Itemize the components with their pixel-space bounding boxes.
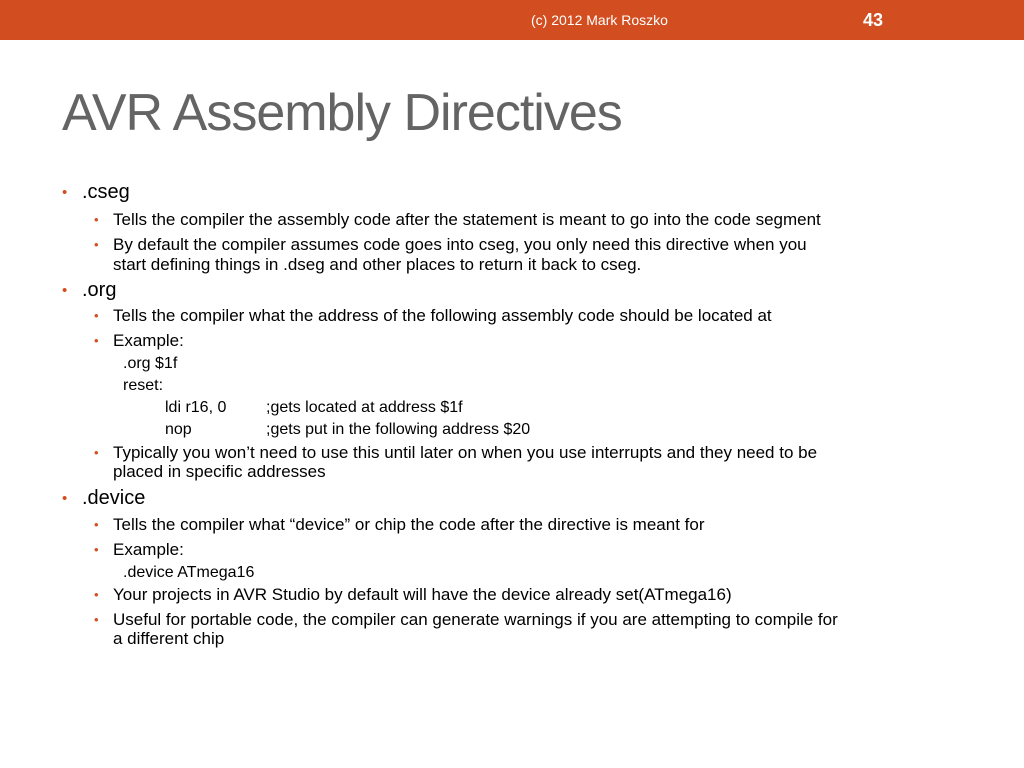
code-line: .org $1f [123,355,178,372]
sub-bullet [94,306,772,326]
bullet-dot-icon: • [94,237,99,252]
sub-bullet [94,610,838,630]
header-bar [0,0,1024,40]
bullet-text: .device [82,487,146,509]
sub-bullet-text: Useful for portable code, the compiler can generate warnings if you are attempting to compile for [113,610,838,629]
sub-bullet [94,235,807,255]
code-instruction: nop [165,421,192,438]
bullet-dot-icon: • [94,542,99,557]
code-comment: ;gets put in the following address $20 [266,421,531,438]
bullet-cseg [62,181,130,204]
sub-bullet-continuation [113,255,641,275]
bullet-dot-icon: • [94,212,99,227]
sub-bullet-continuation [113,462,326,482]
bullet-dot-icon: • [94,308,99,323]
sub-bullet-text: Example: [113,540,184,559]
code-line: .device ATmega16 [123,564,255,581]
copyright-text: (c) 2012 Mark Roszko [531,12,668,28]
sub-bullet [94,585,732,605]
sub-bullet-text: Your projects in AVR Studio by default will have the device already set(ATmega16) [113,585,732,604]
bullet-dot-icon: • [62,490,68,507]
sub-bullet [94,210,821,230]
sub-bullet [94,331,184,351]
code-line: reset: [123,377,164,394]
bullet-dot-icon: • [94,587,99,602]
page-number: 43 [863,10,884,30]
sub-bullet-continuation [113,629,224,649]
bullet-dot-icon: • [94,517,99,532]
sub-bullet [94,443,818,463]
sub-bullet-text: Tells the compiler the assembly code after the statement is meant to go into the code segment [113,210,821,229]
bullet-dot-icon: • [94,333,99,348]
bullet-dot-icon: • [62,184,68,201]
sub-bullet-text: Tells the compiler what “device” or chip the code after the directive is meant for [113,515,705,534]
sub-bullet-text: Typically you won’t need to use this until later on when you use interrupts and they need to be [113,443,818,462]
slide-title: AVR Assembly Directives [62,84,622,142]
code-instruction: ldi r16, 0 [165,399,227,416]
bullet-org [62,279,117,302]
sub-bullet [94,515,705,535]
bullet-text: .cseg [82,181,130,203]
bullet-text: .org [82,279,117,301]
sub-bullet-text: By default the compiler assumes code goes into cseg, you only need this directive when you [113,235,807,254]
bullet-dot-icon: • [94,445,99,460]
bullet-device [62,487,146,510]
sub-bullet-text: Example: [113,331,184,350]
sub-bullet-text: start defining things in .dseg and other places to return it back to cseg. [113,255,642,274]
code-line [165,399,463,417]
sub-bullet [94,540,184,560]
code-comment: ;gets located at address $1f [266,399,463,416]
sub-bullet-text: Tells the compiler what the address of the following assembly code should be located at [113,306,772,325]
bullet-dot-icon: • [94,612,99,627]
bullet-dot-icon: • [62,282,68,299]
sub-bullet-text: a different chip [113,629,225,648]
code-line [165,421,530,439]
sub-bullet-text: placed in specific addresses [113,462,326,481]
